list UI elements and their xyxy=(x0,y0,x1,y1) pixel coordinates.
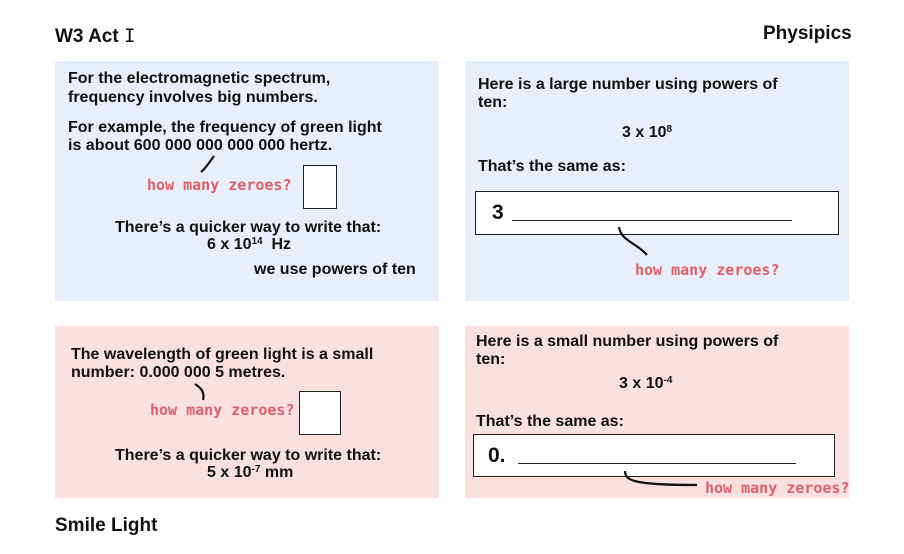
answer-lead: 3 xyxy=(492,201,504,224)
text-line: That’s the same as: xyxy=(478,158,626,175)
expression: 6 x $10^{14}$ Hz xyxy=(207,236,292,253)
text-line: That’s the same as: xyxy=(476,413,624,430)
text-line: ten: xyxy=(478,94,508,111)
text-line: Here is a small number using powers of xyxy=(476,333,779,350)
text-line: For the electromagnetic spectrum, xyxy=(68,70,331,87)
worksheet-title: W3 Act I xyxy=(55,25,136,47)
zero-count-box[interactable] xyxy=(303,165,337,209)
hint-label: how many zeroes? xyxy=(147,176,292,194)
answer-blank xyxy=(512,220,792,221)
answer-lead: 0. xyxy=(488,444,506,467)
text-line: we use powers of ten xyxy=(254,261,416,278)
hint-label: how many zeroes? xyxy=(150,401,295,419)
pointer-curve xyxy=(621,469,701,493)
footer-title: Smile Light xyxy=(55,515,158,536)
text-line: The wavelength of green light is a small xyxy=(71,346,374,363)
text-line: frequency involves big numbers. xyxy=(68,89,318,106)
text-line: There’s a quicker way to write that: xyxy=(115,219,382,236)
panel-small-number xyxy=(465,326,849,498)
text-line: Here is a large number using powers of xyxy=(478,76,778,93)
pointer-curve xyxy=(617,225,657,261)
pointer-curve xyxy=(198,154,218,176)
text-line: is about 600 000 000 000 000 hertz. xyxy=(68,137,333,154)
zero-count-box[interactable] xyxy=(299,391,341,435)
hint-label: how many zeroes? xyxy=(635,261,780,279)
expression: 5 x $10^{-7}$ mm xyxy=(207,464,294,481)
panel-big-frequency xyxy=(55,61,439,301)
expression: 3 x $10^8$ xyxy=(622,124,673,141)
answer-blank xyxy=(518,463,796,464)
text-line: There’s a quicker way to write that: xyxy=(115,447,382,464)
text-line: For example, the frequency of green light xyxy=(68,119,382,136)
panel-small-wavelength xyxy=(55,326,439,498)
hint-label: how many zeroes? xyxy=(705,479,850,497)
expression: 3 x $10^{-4}$ xyxy=(619,375,673,392)
text-line: ten: xyxy=(476,351,506,368)
answer-field[interactable] xyxy=(475,191,839,235)
panel-large-number xyxy=(465,61,849,301)
cursor-glyph: I xyxy=(123,25,136,47)
text-line: number: 0.000 000 5 metres. xyxy=(71,364,286,381)
brand-title: Physipics xyxy=(763,23,852,44)
